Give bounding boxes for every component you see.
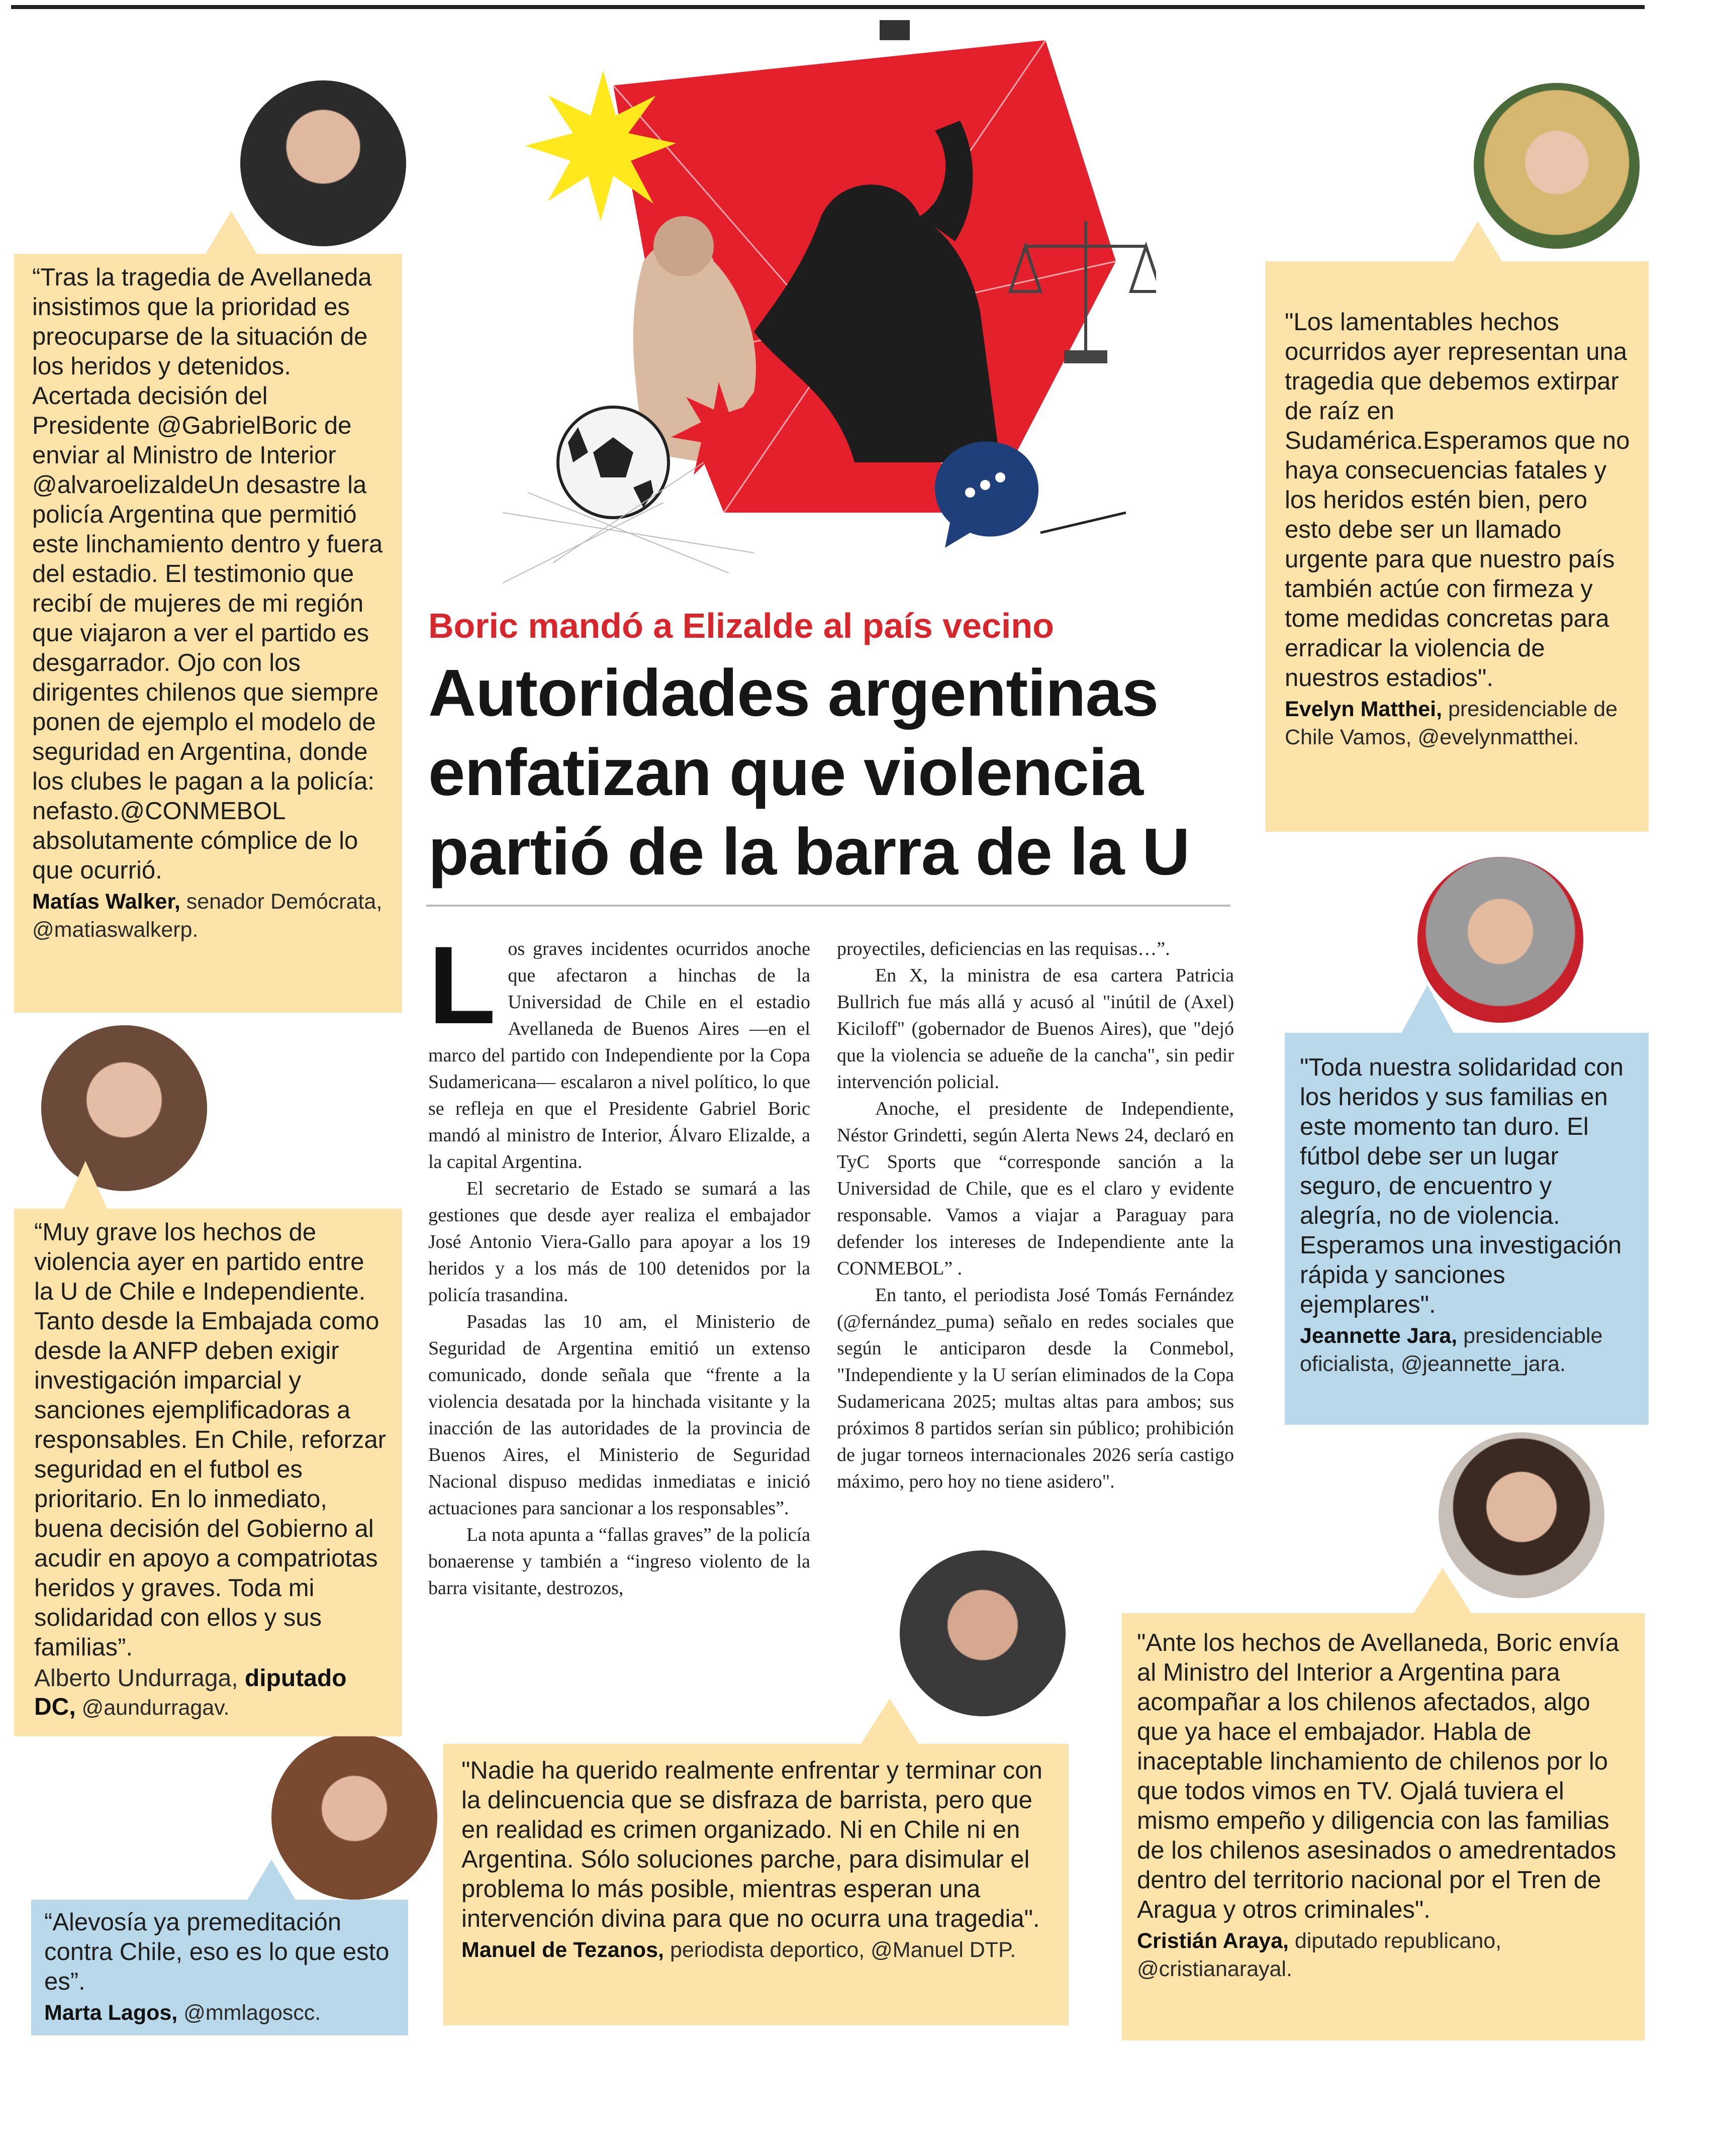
quote-text: “Muy grave los hechos de violencia ayer en partido entre la U de Chile e Independiente. Tanto desde la Embajada como desde la ANFP deben exigir investigación imparcial y sanciones ejemplificadoras a responsables. En Chile, reforzar seguridad en el futbol es prioritario. En lo inmediato, buena decisión del Gobierno al acudir en apoyo a compatriotas heridos y graves. Toda mi solidaridad con ellos y sus familias”. bbox=[34, 1219, 386, 1661]
article-paragraph: Anoche, el presidente de Independiente, Néstor Grindetti, según Alerta News 24, declaró en TyC Sports que “corresponde sanción a la Universidad de Chile, que es el claro y evidente responsable. Vamos a viajar a Paraguay para defender los intereses de Independiente ante la CONMEBOL” . bbox=[837, 1098, 1234, 1279]
bubble-tail bbox=[1397, 985, 1458, 1040]
drop-cap: L bbox=[428, 923, 496, 1047]
quote-alberto-undurraga bbox=[14, 1209, 402, 1736]
quote-text: "Ante los hechos de Avellaneda, Boric envía al Ministro del Interior a Argentina para acompañar a los chilenos afectados, algo que ya hace el embajador. Habla de inaceptable linchamiento de chilenos por lo que todos vimos en TV. Ojalá tuviera el mismo empeño y diligencia con las familias de los chilenos asesinados o amedrentados dentro del territorio nacional por el Tren de Aragua y otros criminales". bbox=[1137, 1629, 1620, 1923]
quote-attribution: Marta Lagos, @mmlagoscc. bbox=[44, 2001, 321, 2025]
quote-attribution: Manuel de Tezanos, periodista deportico, @Manuel DTP. bbox=[461, 1938, 1016, 1962]
quote-manuel-de-tezanos bbox=[443, 1744, 1069, 2025]
quote-jeannette-jara bbox=[1285, 1033, 1649, 1425]
article-paragraph: En tanto, el periodista José Tomás Fernández (@fernández_puma) señalo en redes sociales que según le anticiparon desde la Conmebol, "Independiente y la U serían eliminados de la Copa Sudamericana 2025; multas altas para ambos; sus próximos 8 partidos serían sin público; prohibición de jugar torneos internacionales 2026 sería castigo máximo, pero hoy no tiene asidero". bbox=[837, 1285, 1234, 1492]
article-kicker: Boric mandó a Elizalde al país vecino bbox=[428, 606, 1054, 645]
article-paragraph: El secretario de Estado se sumará a las gestiones que desde ayer realiza el embajador José Antonio Viera-Gallo para apoyar a los 19 heridos y a los más de 100 detenidos por la policía trasandina. bbox=[428, 1178, 810, 1306]
article-paragraph: La nota apunta a “fallas graves” de la policía bonaerense y también a “ingreso violento de la barra visitante, destrozos, bbox=[428, 1524, 810, 1599]
quote-text: "Los lamentables hechos ocurridos ayer representan una tragedia que debemos extirpar de raíz en Sudamérica.Esperamos que no haya consecuencias fatales y los heridos estén bien, pero esto debe ser un llamado urgente para que nuestro país también actúe con firmeza y tome medidas concretas para erradicar la violencia de nuestros estadios". bbox=[1285, 309, 1630, 692]
quote-cristian-araya bbox=[1122, 1613, 1645, 2040]
quote-text: "Nadie ha querido realmente enfrentar y terminar con la delincuencia que se disfraza de barrista, pero que en realidad es crimen organizado. Ni en Chile ni en Argentina. Sólo soluciones parche, para disimular el problema lo más posible, mientras esperan una intervención divina para que no ocurra una tragedia". bbox=[461, 1757, 1042, 1932]
article-column-1 bbox=[428, 923, 810, 1602]
top-rule bbox=[11, 5, 1645, 9]
avatar-matias-walker bbox=[240, 80, 406, 246]
quote-matias-walker bbox=[14, 254, 402, 1013]
headline-rule bbox=[426, 905, 1230, 907]
quote-text: “Alevosía ya premeditación contra Chile, eso es lo que esto es”. bbox=[44, 1909, 390, 1995]
article-paragraph: proyectiles, deficiencias en las requisas…”. bbox=[837, 938, 1170, 959]
avatar-manuel-de-tezanos bbox=[900, 1550, 1066, 1716]
quote-text: “Tras la tragedia de Avellaneda insistimos que la prioridad es preocuparse de la situación de los heridos y detenidos. Acertada decisión del Presidente @GabrielBoric de enviar al Ministro de Interior @alvaroelizaldeUn desastre la policía Argentina que permitió este linchamiento dentro y fuera del estadio. El testimonio que recibí de mujeres de mi región que viajaron a ver el partido es desgarrador. Ojo con los dirigentes chilenos que siempre ponen de ejemplo el modelo de seguridad en Argentina, donde los clubes le pagan a la policía: nefasto.@CONMEBOL absolutamente cómplice de lo que ocurrió. bbox=[32, 264, 383, 884]
article-column-2 bbox=[837, 936, 1234, 1495]
quote-marta-lagos bbox=[31, 1900, 408, 2035]
article-paragraph: Los graves incidentes ocurridos anoche que afectaron a hinchas de la Universidad de Chile en el estadio Avellaneda de Buenos Aires —en el marco del partido con Independiente por la Copa Sudamericana— escalaron a nivel político, lo que se refleja en que el Presidente Gabriel Boric mandó al ministro de Interior, Álvaro Elizalde, a la capital Argentina. bbox=[428, 923, 810, 1172]
chat-bubble-icon bbox=[935, 441, 1038, 548]
quote-attribution: Jeannette Jara, presidenciable oficialista, @jeannette_jara. bbox=[1300, 1324, 1603, 1376]
quote-attribution: Evelyn Matthei, presidenciable de Chile Vamos, @evelynmatthei. bbox=[1285, 697, 1618, 749]
quote-attribution: Alberto Undurraga, diputado DC, @aundurragav. bbox=[34, 1665, 347, 1720]
article-headline: Autoridades argentinas enfatizan que violencia partió de la barra de la U bbox=[428, 656, 1190, 889]
quote-attribution: Cristián Araya, diputado republicano, @cristianarayal. bbox=[1137, 1929, 1502, 1981]
bubble-tail bbox=[60, 1161, 111, 1216]
quote-attribution: Matías Walker, senador Demócrata, @matiaswalkerp. bbox=[32, 890, 383, 942]
article-paragraph: Pasadas las 10 am, el Ministerio de Seguridad de Argentina emitió un extenso comunicado, donde señala que “frente a la violencia desatada por la hinchada visitante y la inacción de las autoridades de la provincia de Buenos Aires, el Ministerio de Seguridad Nacional dispuso medidas inmediatas e inició actuaciones para sancionar a los responsables”. bbox=[428, 1311, 810, 1519]
quote-evelyn-matthei bbox=[1266, 261, 1649, 832]
quote-text: "Toda nuestra solidaridad con los heridos y sus familias en este momento tan duro. El fútbol debe ser un lugar seguro, de encuentro y alegría, no de violencia. Esperamos una investigación rápida y sanciones ejemplares". bbox=[1300, 1054, 1624, 1318]
violence-collage-illustration bbox=[402, 10, 1156, 603]
article-paragraph: En X, la ministra de esa cartera Patricia Bullrich fue más allá y acusó al "inútil de (Axel) Kiciloff" (gobernador de Buenos Aires), que "dejó que la violencia se adueñe de la cancha", sin pedir intervención policial. bbox=[837, 965, 1234, 1093]
